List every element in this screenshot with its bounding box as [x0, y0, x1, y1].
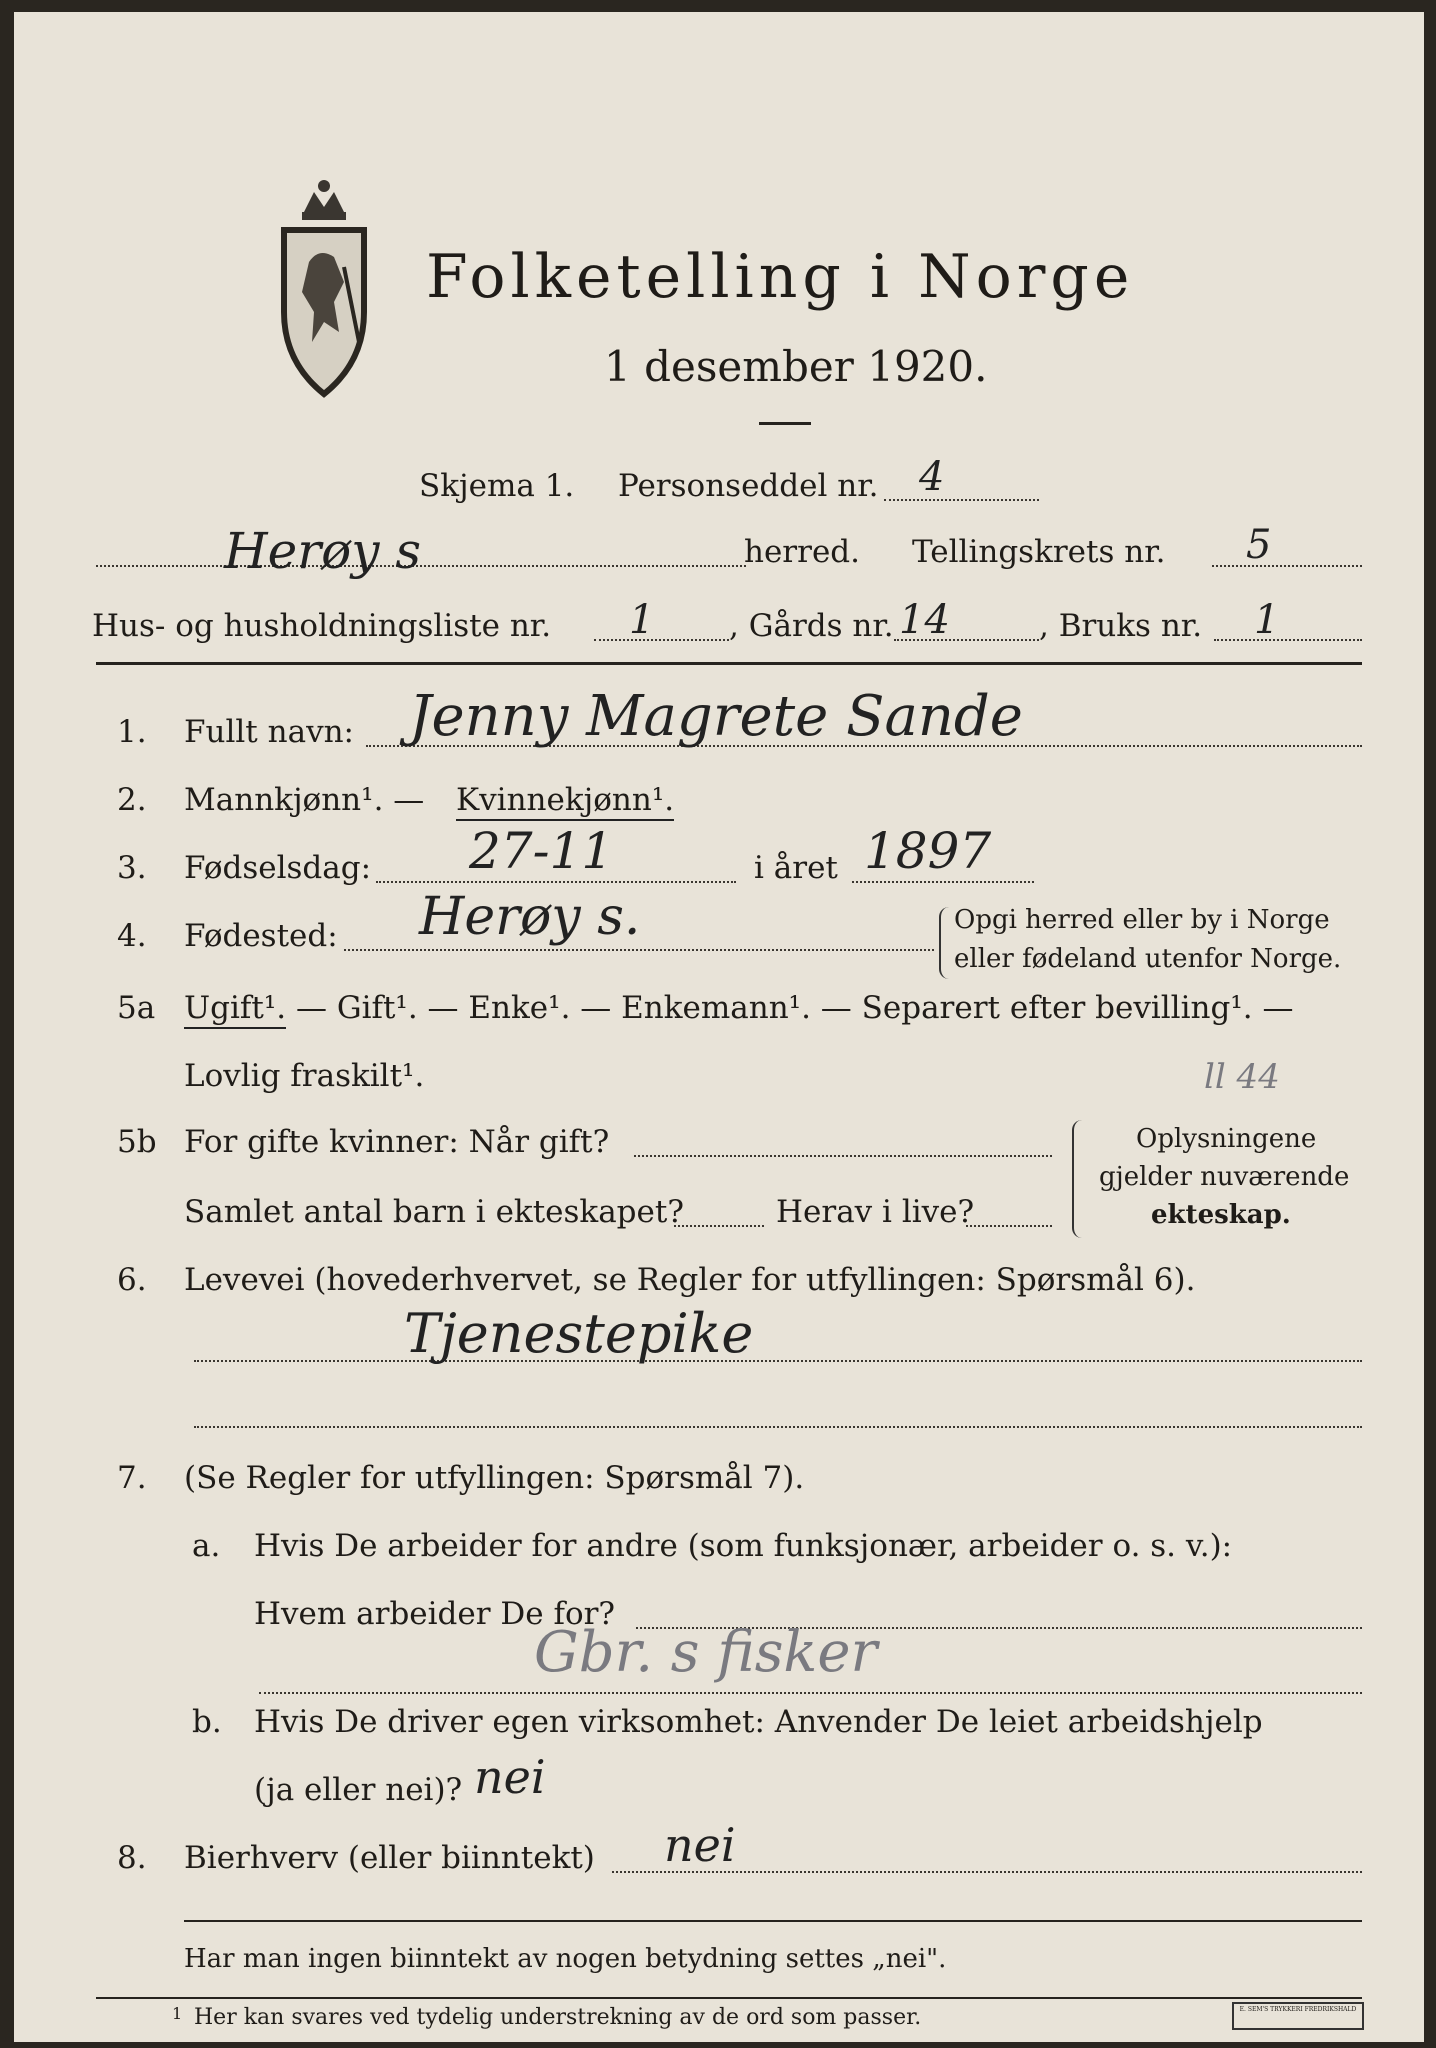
q4-label: Fødested: — [184, 918, 338, 954]
q7a-letter: a. — [192, 1528, 221, 1564]
q7a-label2: Hvem arbeider De for? — [254, 1596, 616, 1632]
q8-label: Bierhverv (eller biinntekt) — [184, 1840, 595, 1876]
printer-stamp: E. SEM'S TRYKKERI FREDRIKSHALD — [1232, 2002, 1364, 2030]
q3-line — [376, 881, 736, 883]
q7a-pencil-value: Gbr. s fisker — [534, 1620, 878, 1685]
q7b-label2: (ja eller nei)? — [254, 1772, 463, 1808]
q3-label: Fødselsdag: — [184, 850, 372, 886]
footnote-number: 1 — [172, 2004, 183, 2023]
q5a-pencil-mark: ll 44 — [1204, 1057, 1280, 1097]
q5a-ugift: Ugift¹. — [184, 990, 286, 1029]
census-date: 1 desember 1920. — [604, 342, 988, 391]
q5a-other-options: — Gift¹. — Enke¹. — Enkemann¹. — Separert efter bevilling¹. — — [286, 990, 1294, 1026]
coat-of-arms-icon — [264, 172, 384, 402]
herred-label: herred. — [744, 534, 860, 570]
q3-value: 27-11 — [469, 822, 614, 880]
bruks-value: 1 — [1254, 597, 1280, 643]
footnote-text: Her kan svares ved tydelig understrekning av de ord som passer. — [194, 2005, 922, 2030]
footer-rule — [184, 1920, 1362, 1922]
bruks-label: , Bruks nr. — [1039, 608, 1203, 644]
title-divider — [759, 422, 811, 425]
q6-value: Tjenestepike — [404, 1302, 754, 1365]
q5b-barn-line — [674, 1225, 764, 1227]
page-title: Folketelling i Norge — [426, 242, 1135, 312]
q8-value: nei — [664, 1818, 736, 1872]
q3-aaret-line — [852, 881, 1034, 883]
q8-number: 8. — [117, 1840, 147, 1876]
q5b-note-1: Oplysningene — [1136, 1124, 1317, 1154]
q4-note-2: eller fødeland utenfor Norge. — [954, 944, 1342, 974]
q5a-number: 5a — [117, 990, 156, 1026]
q5a-line2: Lovlig fraskilt¹. — [184, 1058, 425, 1094]
gards-label: , Gårds nr. — [729, 608, 894, 644]
skjema-label: Skjema 1. — [419, 468, 575, 504]
q5b-note-2: gjelder nuværende — [1099, 1162, 1350, 1192]
herred-line — [96, 565, 746, 567]
bruks-line — [1214, 639, 1362, 641]
husliste-line — [594, 639, 729, 641]
q7b-label: Hvis De driver egen virksomhet: Anvender De leiet arbeidshjelp — [254, 1704, 1263, 1740]
q3-number: 3. — [117, 850, 147, 886]
q5b-label2: Samlet antal barn i ekteskapet? — [184, 1194, 684, 1230]
husliste-label: Hus- og husholdningsliste nr. — [92, 608, 552, 644]
q4-line — [344, 949, 934, 951]
q2-number: 2. — [117, 782, 147, 818]
personseddel-value: 4 — [919, 454, 945, 500]
q7-label: (Se Regler for utfyllingen: Spørsmål 7). — [184, 1460, 805, 1496]
q5b-herav: Herav i live? — [776, 1194, 975, 1230]
q6-label: Levevei (hovederhvervet, se Regler for utfyllingen: Spørsmål 6). — [184, 1262, 1196, 1298]
q6-number: 6. — [117, 1262, 147, 1298]
personseddel-line — [884, 499, 1039, 501]
q5b-number: 5b — [117, 1124, 157, 1160]
tellingskrets-label: Tellingskrets nr. — [912, 534, 1166, 570]
husliste-value: 1 — [629, 597, 655, 643]
q5b-naar-line — [634, 1155, 1052, 1157]
footnote-rule — [96, 1997, 1362, 1999]
footer-note: Har man ingen biinntekt av nogen betydning settes „nei". — [184, 1944, 947, 1974]
tellingskrets-line — [1212, 565, 1362, 567]
gards-value: 14 — [899, 597, 950, 643]
q4-brace — [939, 907, 949, 979]
q7b-letter: b. — [192, 1704, 222, 1740]
q2-kvinne: Kvinnekjønn¹. — [456, 782, 674, 821]
q5b-herav-line — [966, 1225, 1052, 1227]
personseddel-label: Personseddel nr. — [618, 468, 879, 504]
q1-label: Fullt navn: — [184, 714, 354, 750]
header-rule — [96, 662, 1362, 665]
tellingskrets-value: 5 — [1246, 522, 1272, 568]
q2-mann: Mannkjønn¹. — — [184, 782, 425, 818]
q3-aaret-value: 1897 — [864, 822, 992, 880]
q7a-line-2 — [259, 1692, 1362, 1694]
q5b-label: For gifte kvinner: Når gift? — [184, 1124, 610, 1160]
q4-number: 4. — [117, 918, 147, 954]
q7-number: 7. — [117, 1460, 147, 1496]
q4-value: Herøy s. — [419, 887, 641, 947]
census-form-page — [14, 12, 1424, 2042]
q6-line-2 — [194, 1426, 1362, 1428]
q7b-value: nei — [474, 1750, 546, 1804]
q7a-label: Hvis De arbeider for andre (som funksjonær, arbeider o. s. v.): — [254, 1528, 1233, 1564]
q5b-note-3: ekteskap. — [1151, 1200, 1291, 1230]
q5a-options — [184, 990, 1293, 1026]
q1-number: 1. — [117, 714, 147, 750]
q5b-brace — [1072, 1120, 1084, 1238]
q4-note-1: Opgi herred eller by i Norge — [954, 905, 1330, 935]
q1-value: Jenny Magrete Sande — [409, 684, 1023, 749]
q6-line-1 — [194, 1360, 1362, 1362]
herred-value: Herøy s — [224, 522, 421, 580]
q3-aaret-label: i året — [754, 850, 838, 886]
